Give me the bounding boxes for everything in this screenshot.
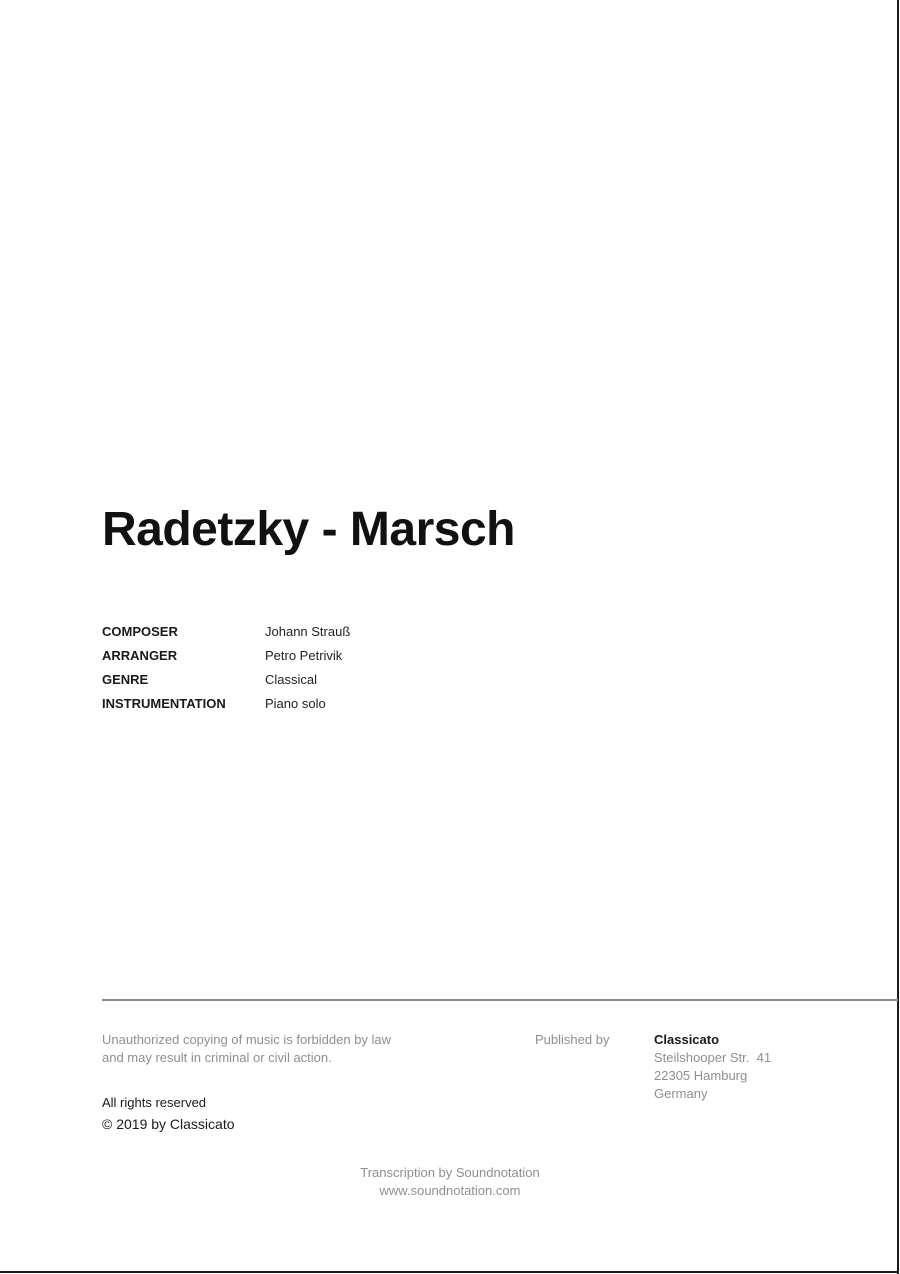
legal-notice-line: and may result in criminal or civil action.: [102, 1050, 332, 1065]
metadata-value: Johann Strauß: [265, 624, 351, 639]
footer-divider: [102, 999, 898, 1001]
publisher-address: [654, 1031, 771, 1103]
page-border-right: [897, 0, 899, 1274]
metadata-value: Classical: [265, 672, 318, 687]
rights-reserved: All rights reserved: [102, 1095, 207, 1110]
website-link[interactable]: www.soundnotation.com: [379, 1183, 521, 1198]
metadata-row-arranger: [102, 646, 502, 670]
publisher-name: Classicato: [654, 1032, 720, 1047]
metadata-value: Piano solo: [265, 696, 326, 711]
transcription-credit-line: Transcription by Soundnotation: [360, 1165, 540, 1180]
metadata-label: ARRANGER: [102, 648, 178, 663]
metadata-label: INSTRUMENTATION: [102, 696, 226, 711]
page-title: Radetzky - Marsch: [102, 503, 515, 556]
metadata-table: [102, 622, 502, 718]
publisher-street: Steilshooper Str. 41: [654, 1050, 772, 1065]
transcription-credit: [0, 1164, 900, 1200]
published-by-label: Published by: [535, 1032, 610, 1047]
metadata-row-composer: [102, 622, 502, 646]
publisher-city: 22305 Hamburg: [654, 1068, 748, 1083]
copyright-notice: © 2019 by Classicato: [102, 1116, 235, 1132]
metadata-value: Petro Petrivik: [265, 648, 343, 663]
metadata-label: GENRE: [102, 672, 149, 687]
metadata-row-genre: [102, 670, 502, 694]
metadata-row-instrumentation: [102, 694, 502, 718]
page-border-bottom: [0, 1271, 899, 1273]
legal-notice: [102, 1031, 391, 1067]
metadata-label: COMPOSER: [102, 624, 178, 639]
legal-notice-line: Unauthorized copying of music is forbidden by law: [102, 1032, 392, 1047]
publisher-country: Germany: [654, 1086, 708, 1101]
